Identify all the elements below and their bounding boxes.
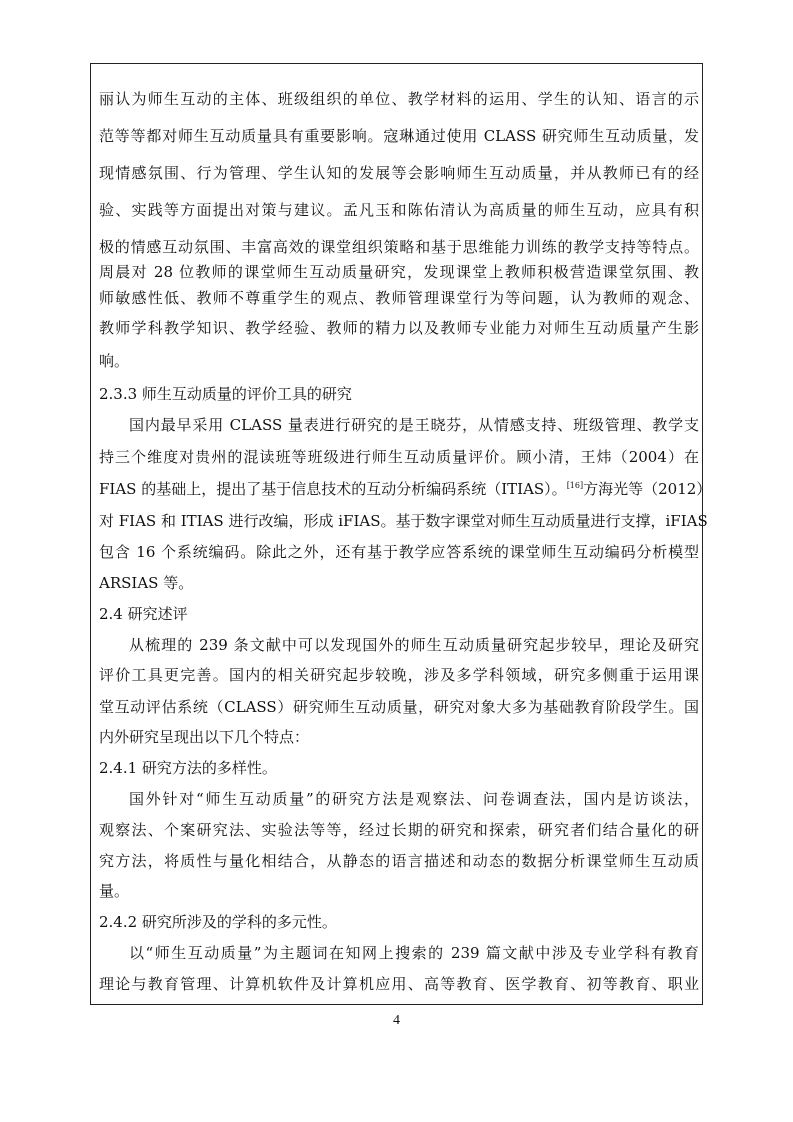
text-line: 对 FIAS 和 ITIAS 进行改编，形成 iFIAS。基于数字课堂对师生互动质量进行支撑，iFIAS: [99, 512, 708, 530]
section-heading-2-4-1: 2.4.1 研究方法的多样性。: [99, 759, 277, 777]
text-line: 验、实践等方面提出对策与建议。孟凡玉和陈佑清认为高质量的师生互动，应具有积: [99, 201, 699, 219]
text-line: 现情感氛围、行为管理、学生认知的发展等会影响师生互动质量，并从教师已有的经: [99, 164, 699, 182]
text-line-with-citation: [99, 479, 712, 499]
text-line: 究方法，将质性与量化相结合，从静态的语言描述和动态的数据分析课堂师生互动质: [99, 852, 699, 870]
text-line: 量。: [99, 882, 130, 900]
text-line: 持三个维度对贵州的混读班等班级进行师生互动质量评价。顾小清，王炜（2004）在: [99, 448, 699, 466]
text-line: 从梳理的 239 条文献中可以发现国外的师生互动质量研究起步较早，理论及研究: [129, 636, 699, 654]
page-number: 4: [393, 1013, 400, 1028]
line-text: FIAS 的基础上，提出了基于信息技术的互动分析编码系统（ITIAS）。: [99, 480, 567, 498]
text-line: 堂互动评估系统（CLASS）研究师生互动质量，研究对象大多为基础教育阶段学生。国: [99, 698, 699, 716]
text-line: 极的情感互动氛围、丰富高效的课堂组织策略和基于思维能力训练的教学支持等特点。: [99, 238, 699, 256]
citation-ref: [16]: [566, 481, 584, 490]
text-line: 内外研究呈现出以下几个特点：: [99, 728, 310, 746]
text-line: 以“师生互动质量”为主题词在知网上搜索的 239 篇文献中涉及专业学科有教育: [129, 944, 699, 962]
text-line: ARSIAS 等。: [99, 574, 194, 592]
section-heading-2-4: 2.4 研究述评: [99, 605, 188, 623]
text-line: 丽认为师生互动的主体、班级组织的单位、教学材料的运用、学生的认知、语言的示: [99, 90, 699, 108]
line-text: 方海光等（2012）: [583, 480, 712, 498]
text-line: 理论与教育管理、计算机软件及计算机应用、高等教育、医学教育、初等教育、职业: [99, 975, 699, 993]
section-heading-2-4-2: 2.4.2 研究所涉及的学科的多元性。: [99, 913, 337, 931]
text-line: 国内最早采用 CLASS 量表进行研究的是王晓芬，从情感支持、班级管理、教学支: [129, 416, 699, 434]
text-line: 范等等都对师生互动质量具有重要影响。寇琳通过使用 CLASS 研究师生互动质量，发: [99, 127, 699, 145]
text-line: 国外针对“师生互动质量”的研究方法是观察法、问卷调查法，国内是访谈法，: [129, 790, 699, 808]
text-line: 包含 16 个系统编码。除此之外，还有基于教学应答系统的课堂师生互动编码分析模型: [99, 543, 699, 561]
text-line: 教师学科教学知识、教学经验、教师的精力以及教师专业能力对师生互动质量产生影: [99, 319, 699, 337]
section-heading-2-3-3: 2.3.3 师生互动质量的评价工具的研究: [99, 385, 352, 403]
text-line: 评价工具更完善。国内的相关研究起步较晚，涉及多学科领域，研究多侧重于运用课: [99, 666, 699, 684]
text-line: 周晨对 28 位教师的课堂师生互动质量研究，发现课堂上教师积极营造课堂氛围、教: [99, 263, 699, 281]
text-line: 观察法、个案研究法、实验法等等，经过长期的研究和探索，研究者们结合量化的研: [99, 821, 699, 839]
text-line: 师敏感性低、教师不尊重学生的观点、教师管理课堂行为等问题，认为教师的观念、: [99, 289, 699, 307]
text-frame: [90, 63, 712, 1005]
text-line: 响。: [99, 352, 130, 370]
